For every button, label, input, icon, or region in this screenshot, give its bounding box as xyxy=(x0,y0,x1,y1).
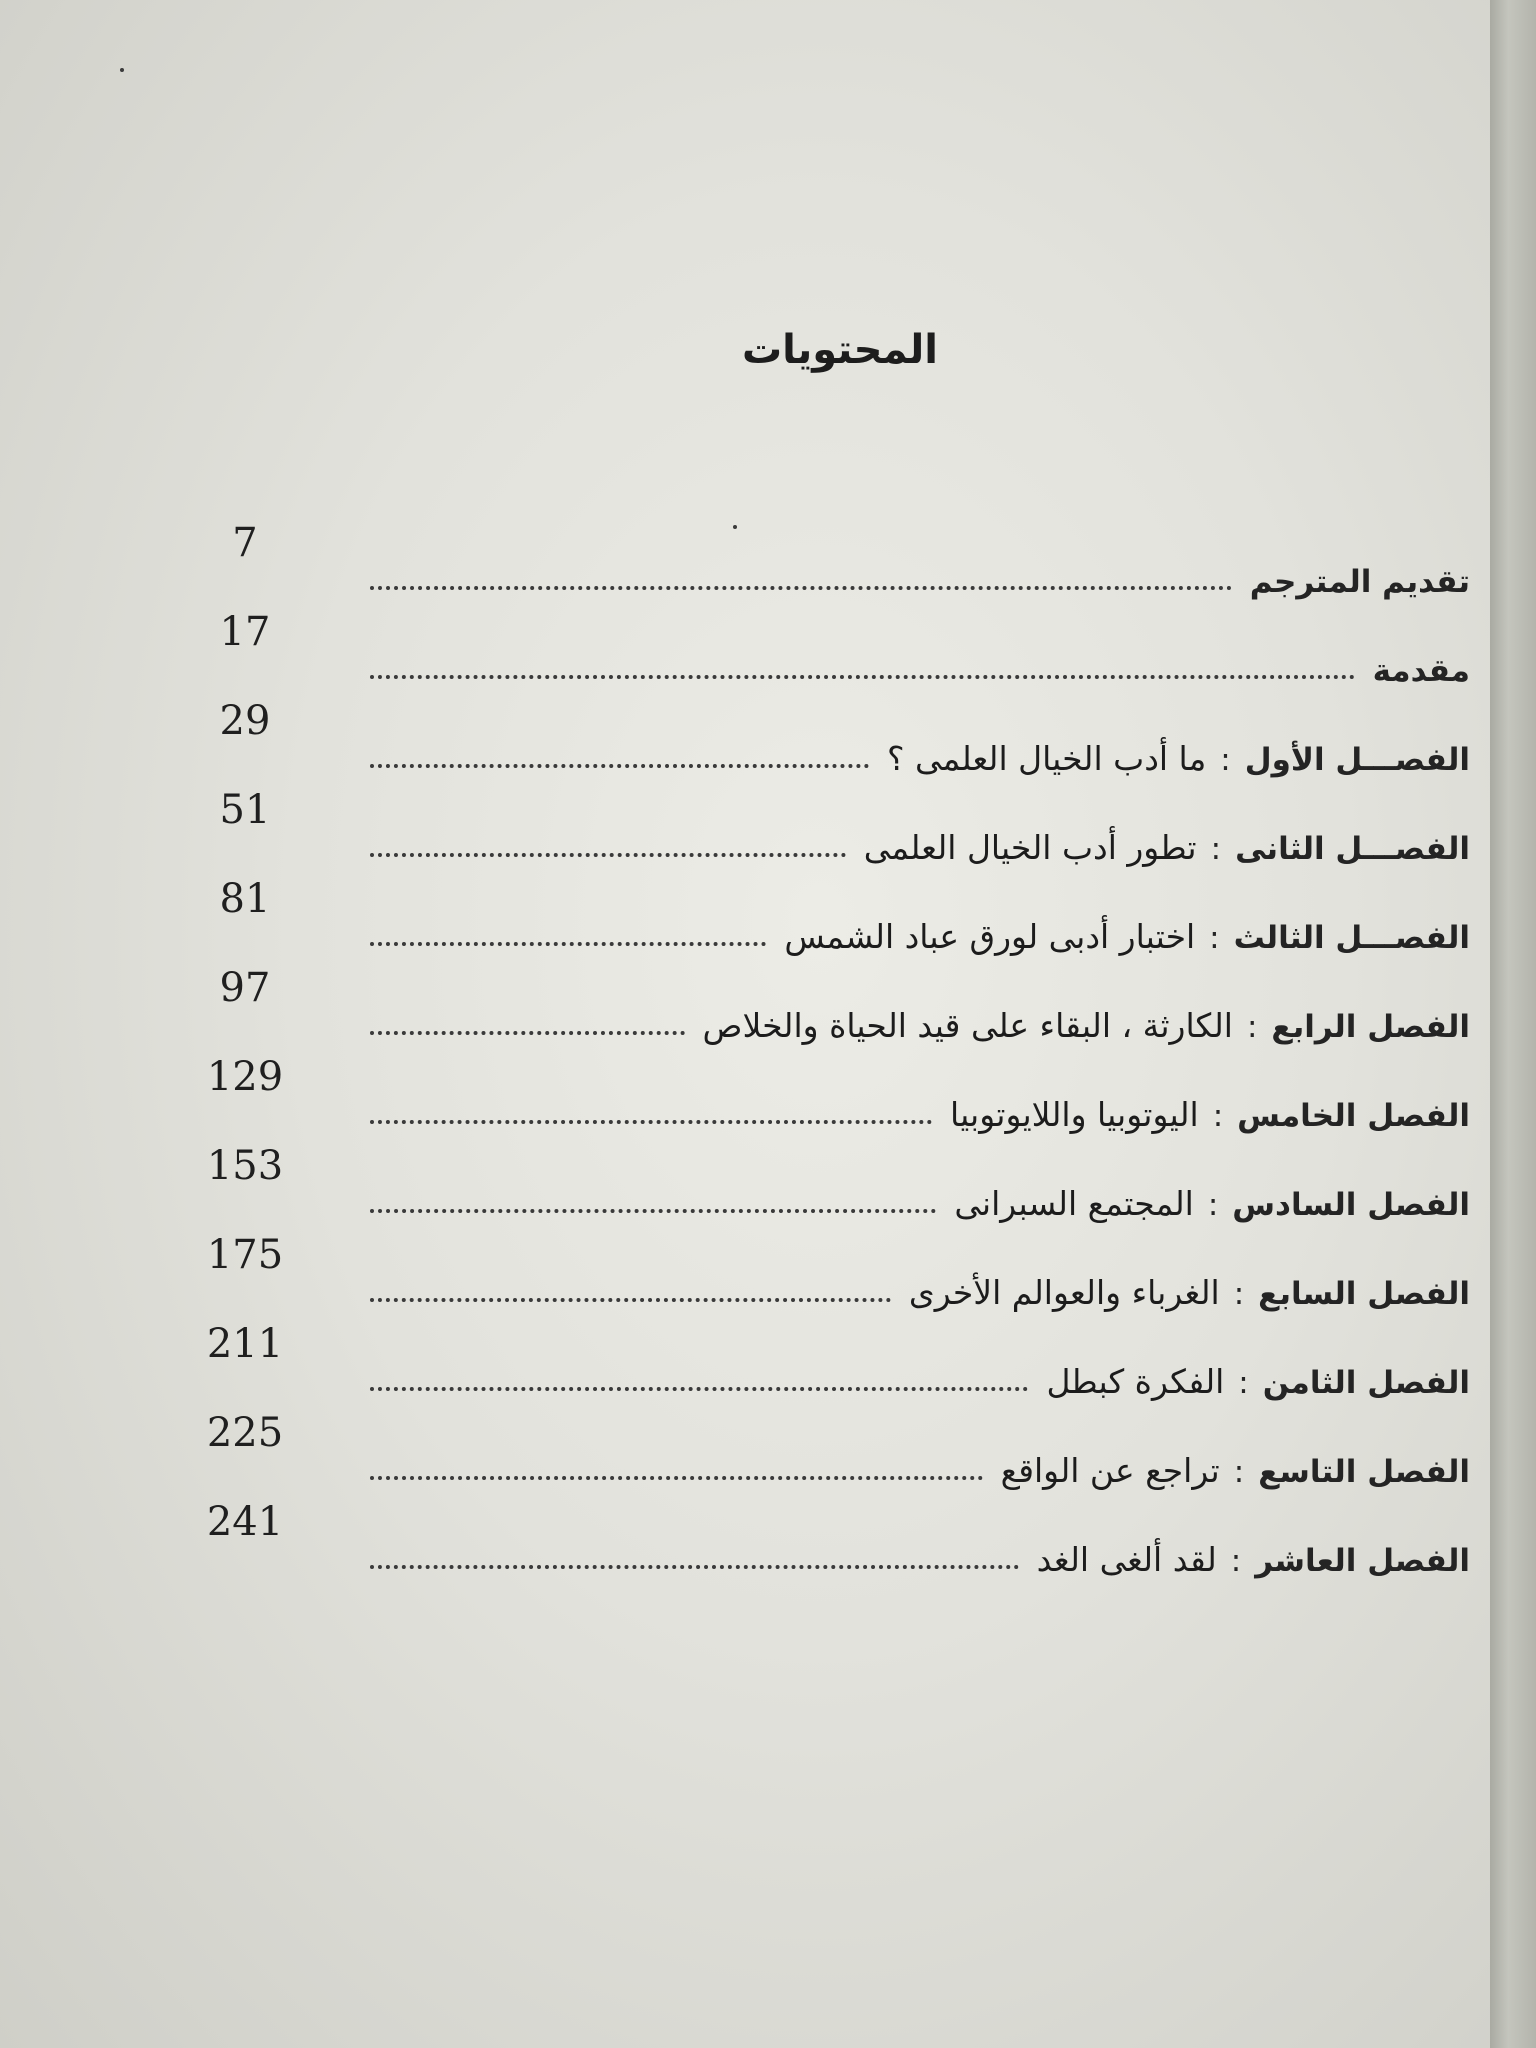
chapter-separator: : xyxy=(1233,1454,1245,1490)
dot-leader xyxy=(370,853,846,857)
chapter-label: الفصل السابع xyxy=(1258,1276,1470,1312)
chapter-separator: : xyxy=(1220,742,1231,778)
page-edge xyxy=(1490,0,1536,2048)
entry-label: تقديم المترجم xyxy=(1249,564,1470,600)
page-number: 211 xyxy=(206,1321,284,1367)
dot-leader xyxy=(370,586,1232,590)
dot-leader xyxy=(370,764,869,768)
toc-entry-chapter-3 xyxy=(180,876,1470,965)
chapter-separator: : xyxy=(1210,831,1222,867)
chapter-label: الفصل الخامس xyxy=(1237,1098,1470,1134)
toc-entry-text xyxy=(370,1345,1470,1401)
toc-entry-chapter-7 xyxy=(180,1232,1470,1321)
entry-label: مقدمة xyxy=(1372,653,1470,689)
toc-entry-text xyxy=(370,722,1470,778)
chapter-title: ما أدب الخيال العلمى ؟ xyxy=(886,739,1207,778)
chapter-title: تطور أدب الخيال العلمى xyxy=(863,828,1197,867)
dot-leader xyxy=(370,1476,983,1480)
chapter-label: الفصل الرابع xyxy=(1271,1009,1470,1045)
chapter-separator: : xyxy=(1209,920,1220,956)
toc-entry-chapter-1 xyxy=(180,698,1470,787)
chapter-title: اختبار أدبى لورق عباد الشمس xyxy=(784,917,1196,956)
chapter-label: الفصـــل الأول xyxy=(1244,742,1470,778)
page-number: 51 xyxy=(219,787,271,833)
dot-leader xyxy=(370,1387,1028,1391)
chapter-title: لقد ألغى الغد xyxy=(1036,1540,1217,1579)
page-number: 241 xyxy=(206,1499,284,1545)
toc-entry-text xyxy=(370,811,1470,867)
chapter-separator: : xyxy=(1238,1365,1249,1401)
page-number: 7 xyxy=(232,520,258,566)
toc-entry-chapter-8 xyxy=(180,1321,1470,1410)
toc-entry-text xyxy=(370,900,1470,956)
toc-entry-chapter-6 xyxy=(180,1143,1470,1232)
toc-entry-text xyxy=(370,1523,1470,1579)
dot-leader xyxy=(370,675,1355,679)
page-number: 175 xyxy=(206,1232,284,1278)
table-of-contents xyxy=(180,520,1470,1588)
page-number: 225 xyxy=(206,1410,284,1456)
chapter-separator: : xyxy=(1230,1543,1242,1579)
chapter-title: الغرباء والعوالم الأخرى xyxy=(908,1273,1220,1312)
toc-entry-introduction xyxy=(180,609,1470,698)
chapter-title: الكارثة ، البقاء على قيد الحياة والخلاص xyxy=(702,1006,1233,1045)
page-number: 97 xyxy=(219,965,271,1011)
chapter-separator: : xyxy=(1212,1098,1224,1134)
chapter-title: المجتمع السبرانى xyxy=(954,1184,1194,1223)
toc-entry-text xyxy=(370,633,1470,689)
toc-entry-chapter-4 xyxy=(180,965,1470,1054)
toc-entry-text xyxy=(370,544,1470,600)
toc-entry-chapter-9 xyxy=(180,1410,1470,1499)
chapter-separator: : xyxy=(1246,1009,1258,1045)
chapter-label: الفصل السادس xyxy=(1232,1187,1470,1223)
dot-leader xyxy=(370,942,766,946)
page-number: 129 xyxy=(206,1054,284,1100)
toc-entry-text xyxy=(370,1434,1470,1490)
toc-entry-text xyxy=(370,1256,1470,1312)
chapter-title: تراجع عن الواقع xyxy=(1000,1451,1220,1490)
toc-entry-text xyxy=(370,1167,1470,1223)
chapter-label: الفصل التاسع xyxy=(1258,1454,1470,1490)
toc-entry-text xyxy=(370,1078,1470,1134)
chapter-label: الفصـــل الثالث xyxy=(1233,920,1470,956)
toc-entry-chapter-2 xyxy=(180,787,1470,876)
page-number: 81 xyxy=(219,876,271,922)
dot-leader xyxy=(370,1298,891,1302)
toc-entry-chapter-10 xyxy=(180,1499,1470,1588)
dot-leader xyxy=(370,1031,685,1035)
chapter-separator: : xyxy=(1207,1187,1219,1223)
chapter-title: الفكرة كبطل xyxy=(1046,1362,1225,1401)
dot-leader xyxy=(370,1120,932,1124)
chapter-label: الفصـــل الثانى xyxy=(1235,831,1470,867)
chapter-label: الفصل الثامن xyxy=(1262,1365,1470,1401)
paper-speck xyxy=(120,68,124,72)
chapter-label: الفصل العاشر xyxy=(1255,1543,1470,1579)
dot-leader xyxy=(370,1209,936,1213)
toc-entry-translator-preface xyxy=(180,520,1470,609)
dot-leader xyxy=(370,1565,1019,1569)
toc-entry-chapter-5 xyxy=(180,1054,1470,1143)
chapter-title: اليوتوبيا واللايوتوبيا xyxy=(950,1095,1199,1134)
page-number: 29 xyxy=(219,698,271,744)
contents-title: المحتويات xyxy=(741,326,938,373)
chapter-separator: : xyxy=(1233,1276,1245,1312)
page-number: 17 xyxy=(219,609,271,655)
toc-entry-text xyxy=(370,989,1470,1045)
page-number: 153 xyxy=(206,1143,284,1189)
